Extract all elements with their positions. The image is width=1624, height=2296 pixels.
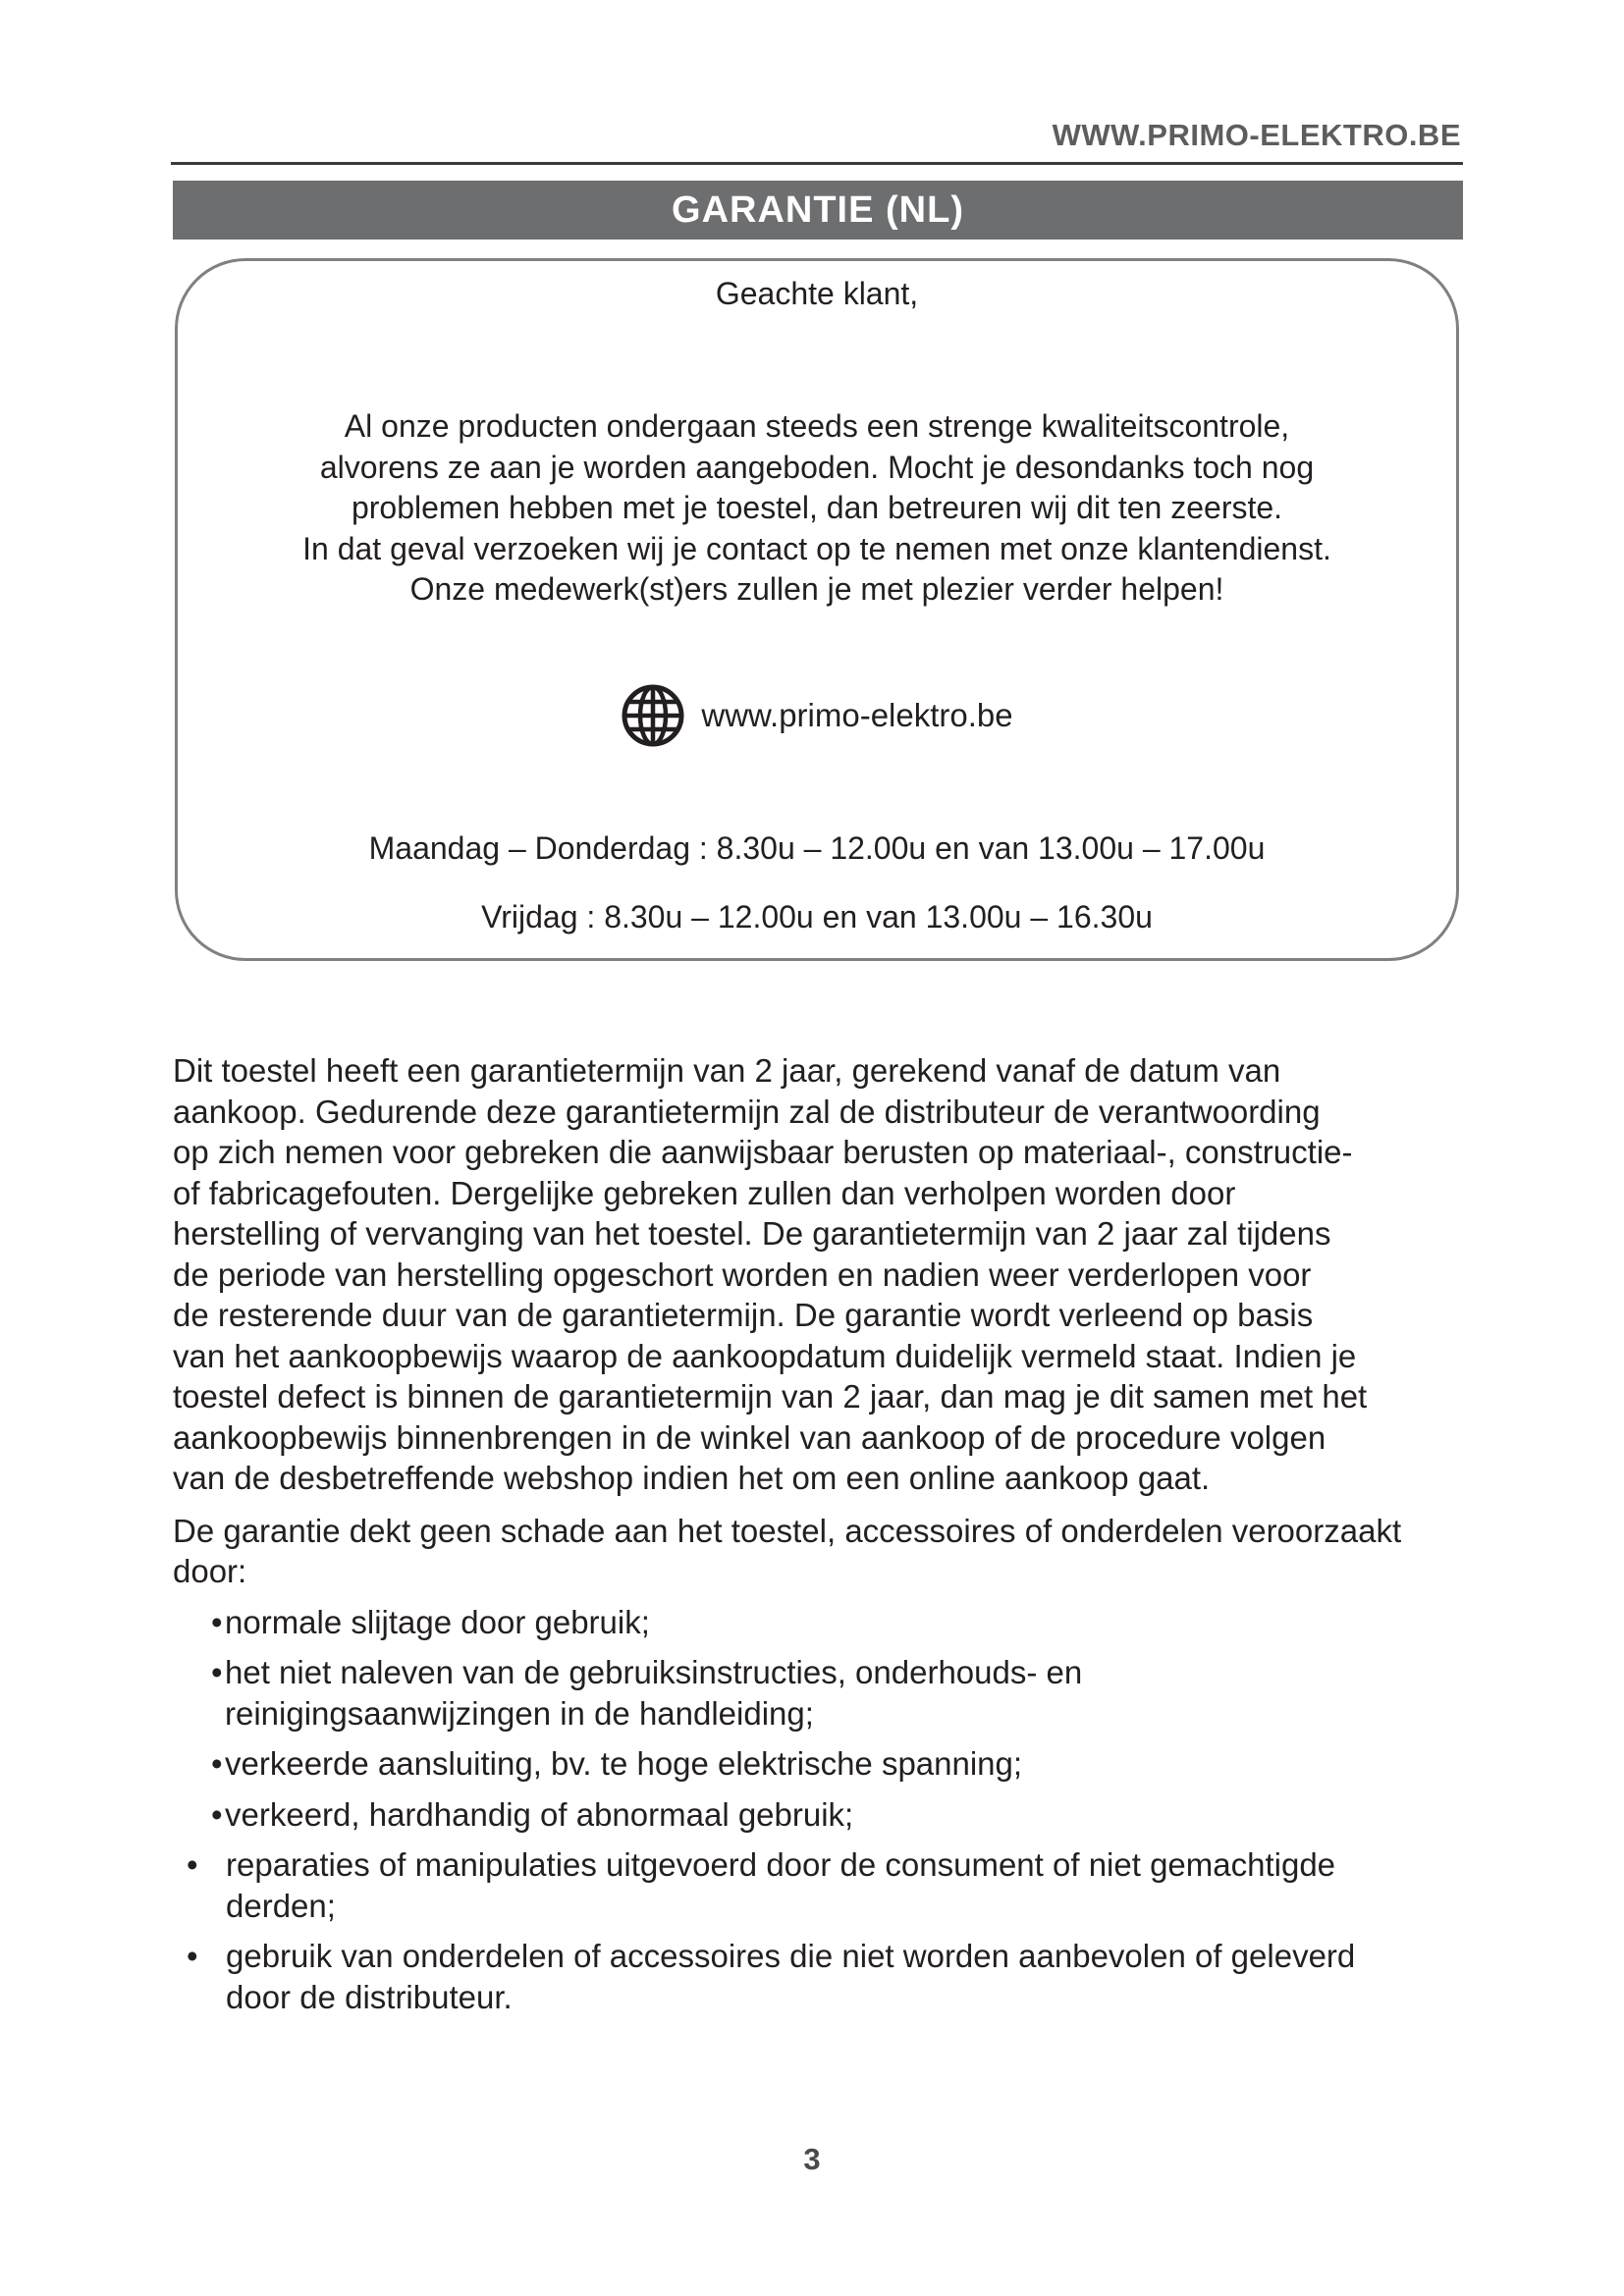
list-item bbox=[173, 1844, 1474, 1926]
bullet: • bbox=[187, 1938, 198, 1974]
intro-line: Onze medewerk(st)ers zullen je met plezier verder helpen! bbox=[409, 571, 1224, 607]
contact-info-box bbox=[175, 258, 1459, 961]
paragraph-line: de resterende duur van de garantietermijn. De garantie wordt verleend op basis bbox=[173, 1297, 1314, 1333]
list-item-text: door de distributeur. bbox=[226, 1978, 513, 2015]
hours-friday: Vrijdag : 8.30u – 12.00u en van 13.00u – 16.30u bbox=[481, 899, 1153, 934]
list-item-text: normale slijtage door gebruik; bbox=[225, 1603, 650, 1640]
list-item-text: het niet naleven van de gebruiksinstructies, onderhouds- en bbox=[225, 1654, 1083, 1690]
page-title: GARANTIE (NL) bbox=[173, 181, 1463, 240]
warranty-paragraph bbox=[173, 1050, 1474, 1499]
page-number: 3 bbox=[803, 2142, 821, 2176]
list-item bbox=[173, 1652, 1474, 1734]
exclusions-list bbox=[173, 1602, 1474, 2018]
intro-text bbox=[178, 406, 1456, 611]
list-item bbox=[173, 1794, 1474, 1836]
list-item-text: reinigingsaanwijzingen in de handleiding; bbox=[225, 1694, 814, 1732]
warranty-body bbox=[173, 1050, 1474, 2027]
website-link[interactable]: www.primo-elektro.be bbox=[701, 697, 1013, 733]
header-rule bbox=[171, 162, 1463, 165]
paragraph-line: de periode van herstelling opgeschort worden en nadien weer verderlopen voor bbox=[173, 1255, 1312, 1293]
list-item-text: gebruik van onderdelen of accessoires die niet worden aanbevolen of geleverd bbox=[226, 1938, 1356, 1974]
website-row bbox=[178, 683, 1456, 748]
globe-icon bbox=[621, 683, 685, 748]
exclusions-intro bbox=[173, 1511, 1474, 1592]
greeting: Geachte klant, bbox=[715, 276, 919, 311]
list-item bbox=[173, 1936, 1474, 2017]
paragraph-line: Dit toestel heeft een garantietermijn van 2 jaar, gerekend vanaf de datum van bbox=[173, 1052, 1281, 1089]
paragraph-line: of fabricagefouten. Dergelijke gebreken zullen dan verholpen worden door bbox=[173, 1174, 1236, 1211]
bullet: • bbox=[187, 1846, 198, 1883]
list-item bbox=[173, 1743, 1474, 1785]
paragraph-line: De garantie dekt geen schade aan het toestel, accessoires of onderdelen veroorzaakt bbox=[173, 1512, 1402, 1549]
paragraph-line: op zich nemen voor gebreken die aanwijsbaar berusten op materiaal-, constructie- bbox=[173, 1134, 1353, 1170]
intro-line: problemen hebben met je toestel, dan betreuren wij dit ten zeerste. bbox=[351, 490, 1283, 525]
list-item-text: derden; bbox=[226, 1887, 336, 1924]
bullet: • bbox=[211, 1795, 223, 1833]
paragraph-line: door: bbox=[173, 1553, 247, 1589]
list-item-text: reparaties of manipulaties uitgevoerd door de consument of niet gemachtigde bbox=[226, 1846, 1336, 1883]
paragraph-line: herstelling of vervanging van het toestel. De garantietermijn van 2 jaar zal tijdens bbox=[173, 1215, 1331, 1252]
intro-line: alvorens ze aan je worden aangeboden. Mocht je desondanks toch nog bbox=[319, 449, 1315, 485]
paragraph-line: toestel defect is binnen de garantietermijn van 2 jaar, dan mag je dit samen met het bbox=[173, 1378, 1368, 1415]
intro-line: Al onze producten ondergaan steeds een strenge kwaliteitscontrole, bbox=[344, 408, 1290, 444]
paragraph-line: aankoop. Gedurende deze garantietermijn zal de distributeur de verantwoording bbox=[173, 1093, 1321, 1130]
bullet: • bbox=[211, 1745, 223, 1782]
list-item-text: verkeerd, hardhandig of abnormaal gebruik; bbox=[225, 1795, 854, 1833]
bullet: • bbox=[211, 1603, 223, 1640]
paragraph-line: van de desbetreffende webshop indien het om een online aankoop gaat. bbox=[173, 1460, 1211, 1496]
list-item-text: verkeerde aansluiting, bv. te hoge elektrische spanning; bbox=[225, 1745, 1023, 1782]
intro-line: In dat geval verzoeken wij je contact op te nemen met onze klantendienst. bbox=[302, 530, 1331, 566]
paragraph-line: aankoopbewijs binnenbrengen in de winkel van aankoop of de procedure volgen bbox=[173, 1418, 1326, 1456]
paragraph-line: van het aankoopbewijs waarop de aankoopdatum duidelijk vermeld staat. Indien je bbox=[173, 1337, 1357, 1374]
site-url: WWW.PRIMO-ELEKTRO.BE bbox=[1052, 118, 1461, 152]
bullet: • bbox=[211, 1654, 223, 1690]
list-item bbox=[173, 1602, 1474, 1643]
hours-weekdays: Maandag – Donderdag : 8.30u – 12.00u en van 13.00u – 17.00u bbox=[368, 830, 1266, 866]
